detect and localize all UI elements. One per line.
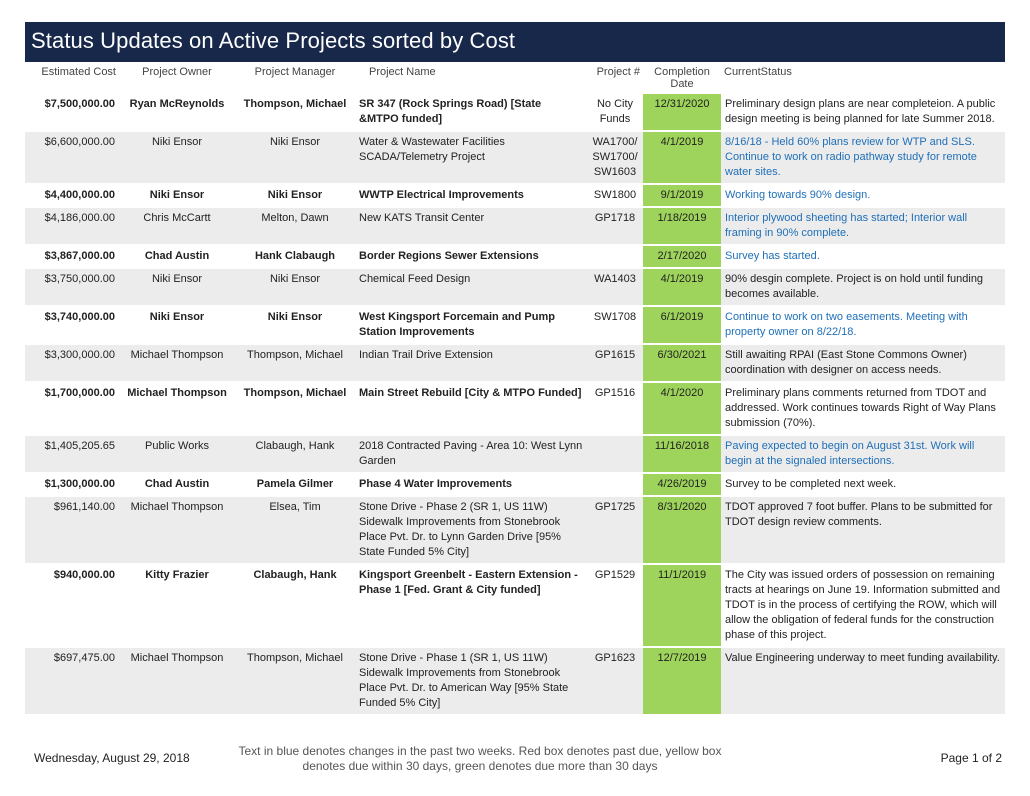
completion-date-cell: 6/1/2019	[643, 306, 721, 344]
table-row	[25, 435, 1005, 473]
manager-cell: Hank Clabaugh	[235, 245, 355, 268]
cost-cell: $3,867,000.00	[25, 245, 119, 268]
table-row	[25, 382, 1005, 435]
cost-cell: $6,600,000.00	[25, 131, 119, 184]
footer-legend: Text in blue denotes changes in the past two weeks. Red box denotes past due, yellow box denotes due within 30 days, green denotes due more than 30 days	[238, 744, 722, 773]
table-row	[25, 184, 1005, 207]
manager-cell: Niki Ensor	[235, 131, 355, 184]
project-name-cell: Stone Drive - Phase 1 (SR 1, US 11W) Sidewalk Improvements from Stonebrook Place Pvt. Dr. to American Way [95% State Funded 5% City]	[355, 647, 587, 715]
project-number-cell: SW1708	[587, 306, 643, 344]
owner-cell: Michael Thompson	[119, 382, 235, 435]
manager-cell: Thompson, Michael	[235, 382, 355, 435]
manager-cell: Melton, Dawn	[235, 207, 355, 245]
cost-cell: $3,740,000.00	[25, 306, 119, 344]
project-number-cell: No City Funds	[587, 94, 643, 131]
status-cell: Continue to work on two easements. Meeting with property owner on 8/22/18.	[721, 306, 1005, 344]
table-row	[25, 647, 1005, 715]
header-completion-date: Completion Date	[654, 66, 710, 90]
status-cell: Preliminary plans comments returned from TDOT and addressed. Work continues towards Right of Way Plans submission (70%).	[721, 382, 1005, 435]
owner-cell: Public Works	[119, 435, 235, 473]
status-cell: Survey to be completed next week.	[721, 473, 1005, 496]
header-estimated-cost: Estimated Cost	[41, 66, 116, 78]
status-cell: Survey has started.	[721, 245, 1005, 268]
project-name-cell: 2018 Contracted Paving - Area 10: West Lynn Garden	[355, 435, 587, 473]
owner-cell: Ryan McReynolds	[119, 94, 235, 131]
table-row	[25, 473, 1005, 496]
header-project-manager: Project Manager	[254, 66, 336, 78]
project-number-cell: GP1623	[587, 647, 643, 715]
manager-cell: Clabaugh, Hank	[235, 435, 355, 473]
project-name-cell: Kingsport Greenbelt - Eastern Extension - Phase 1 [Fed. Grant & City funded]	[355, 564, 587, 647]
table-row	[25, 344, 1005, 382]
cost-cell: $3,750,000.00	[25, 268, 119, 306]
owner-cell: Chad Austin	[119, 473, 235, 496]
manager-cell: Thompson, Michael	[235, 647, 355, 715]
owner-cell: Chris McCartt	[119, 207, 235, 245]
footer-page-number: Page 1 of 2	[940, 751, 1002, 765]
owner-cell: Michael Thompson	[119, 647, 235, 715]
project-number-cell: GP1516	[587, 382, 643, 435]
completion-date-cell: 11/16/2018	[643, 435, 721, 473]
owner-cell: Niki Ensor	[119, 268, 235, 306]
project-number-cell	[587, 245, 643, 268]
completion-date-cell: 4/26/2019	[643, 473, 721, 496]
owner-cell: Niki Ensor	[119, 306, 235, 344]
header-current-status: CurrentStatus	[724, 66, 792, 78]
cost-cell: $7,500,000.00	[25, 94, 119, 131]
project-number-cell: WA1403	[587, 268, 643, 306]
project-name-cell: Indian Trail Drive Extension	[355, 344, 587, 382]
project-name-cell: New KATS Transit Center	[355, 207, 587, 245]
footer-date: Wednesday, August 29, 2018	[34, 751, 190, 765]
status-cell: Preliminary design plans are near completeion. A public design meeting is being planned for late Summer 2018.	[721, 94, 1005, 131]
project-number-cell	[587, 435, 643, 473]
status-cell: Still awaiting RPAI (East Stone Commons Owner) coordination with designer on access needs.	[721, 344, 1005, 382]
cost-cell: $4,400,000.00	[25, 184, 119, 207]
manager-cell: Thompson, Michael	[235, 94, 355, 131]
project-name-cell: Main Street Rebuild [City & MTPO Funded]	[355, 382, 587, 435]
status-cell: Value Engineering underway to meet funding availability.	[721, 647, 1005, 715]
status-cell: 8/16/18 - Held 60% plans review for WTP and SLS. Continue to work on radio pathway study for remote water sites.	[721, 131, 1005, 184]
completion-date-cell: 6/30/2021	[643, 344, 721, 382]
owner-cell: Michael Thompson	[119, 496, 235, 564]
cost-cell: $697,475.00	[25, 647, 119, 715]
status-cell: Interior plywood sheeting has started; Interior wall framing in 90% complete.	[721, 207, 1005, 245]
cost-cell: $1,405,205.65	[25, 435, 119, 473]
completion-date-cell: 4/1/2019	[643, 131, 721, 184]
project-name-cell: Stone Drive - Phase 2 (SR 1, US 11W) Sidewalk Improvements from Stonebrook Place Pvt. Dr. to Lynn Garden Drive [95% State Funded 5% City]	[355, 496, 587, 564]
manager-cell: Thompson, Michael	[235, 344, 355, 382]
table-row	[25, 131, 1005, 184]
manager-cell: Elsea, Tim	[235, 496, 355, 564]
table-row	[25, 268, 1005, 306]
status-cell: Working towards 90% design.	[721, 184, 1005, 207]
manager-cell: Niki Ensor	[235, 184, 355, 207]
project-name-cell: Border Regions Sewer Extensions	[355, 245, 587, 268]
owner-cell: Michael Thompson	[119, 344, 235, 382]
status-cell: 90% desgin complete. Project is on hold until funding becomes available.	[721, 268, 1005, 306]
cost-cell: $1,300,000.00	[25, 473, 119, 496]
table-row	[25, 245, 1005, 268]
completion-date-cell: 9/1/2019	[643, 184, 721, 207]
cost-cell: $3,300,000.00	[25, 344, 119, 382]
owner-cell: Kitty Frazier	[119, 564, 235, 647]
completion-date-cell: 2/17/2020	[643, 245, 721, 268]
table-row	[25, 94, 1005, 131]
status-cell: Paving expected to begin on August 31st. Work will begin at the signaled intersections.	[721, 435, 1005, 473]
project-number-cell: SW1800	[587, 184, 643, 207]
project-number-cell: GP1725	[587, 496, 643, 564]
completion-date-cell: 4/1/2020	[643, 382, 721, 435]
project-name-cell: Chemical Feed Design	[355, 268, 587, 306]
table-header-row	[25, 63, 1005, 94]
table-row	[25, 496, 1005, 564]
project-name-cell: West Kingsport Forcemain and Pump Station Improvements	[355, 306, 587, 344]
header-project-number: Project #	[596, 66, 640, 78]
project-name-cell: WWTP Electrical Improvements	[355, 184, 587, 207]
page-title: Status Updates on Active Projects sorted by Cost	[25, 22, 1005, 62]
owner-cell: Chad Austin	[119, 245, 235, 268]
project-name-cell: SR 347 (Rock Springs Road) [State &MTPO funded]	[355, 94, 587, 131]
status-cell: The City was issued orders of possession on remaining tracts at hearings on June 19. Information submitted and TDOT is in the process of certifying the ROW, which will allow the obligation of federal funds for the construction phase of this project.	[721, 564, 1005, 647]
projects-table	[25, 63, 1005, 716]
project-number-cell: WA1700/ SW1700/ SW1603	[587, 131, 643, 184]
manager-cell: Niki Ensor	[235, 306, 355, 344]
status-cell: TDOT approved 7 foot buffer. Plans to be submitted for TDOT design review comments.	[721, 496, 1005, 564]
project-number-cell: GP1718	[587, 207, 643, 245]
project-number-cell: GP1615	[587, 344, 643, 382]
completion-date-cell: 12/31/2020	[643, 94, 721, 131]
header-project-name: Project Name	[369, 66, 436, 78]
completion-date-cell: 1/18/2019	[643, 207, 721, 245]
project-name-cell: Phase 4 Water Improvements	[355, 473, 587, 496]
table-row	[25, 306, 1005, 344]
header-project-owner: Project Owner	[142, 66, 212, 78]
cost-cell: $1,700,000.00	[25, 382, 119, 435]
table-row	[25, 207, 1005, 245]
cost-cell: $940,000.00	[25, 564, 119, 647]
table-row	[25, 564, 1005, 647]
cost-cell: $961,140.00	[25, 496, 119, 564]
project-number-cell	[587, 473, 643, 496]
cost-cell: $4,186,000.00	[25, 207, 119, 245]
completion-date-cell: 4/1/2019	[643, 268, 721, 306]
owner-cell: Niki Ensor	[119, 184, 235, 207]
manager-cell: Pamela Gilmer	[235, 473, 355, 496]
project-name-cell: Water & Wastewater Facilities SCADA/Telemetry Project	[355, 131, 587, 184]
completion-date-cell: 11/1/2019	[643, 564, 721, 647]
completion-date-cell: 12/7/2019	[643, 647, 721, 715]
completion-date-cell: 8/31/2020	[643, 496, 721, 564]
manager-cell: Clabaugh, Hank	[235, 564, 355, 647]
manager-cell: Niki Ensor	[235, 268, 355, 306]
project-number-cell: GP1529	[587, 564, 643, 647]
owner-cell: Niki Ensor	[119, 131, 235, 184]
